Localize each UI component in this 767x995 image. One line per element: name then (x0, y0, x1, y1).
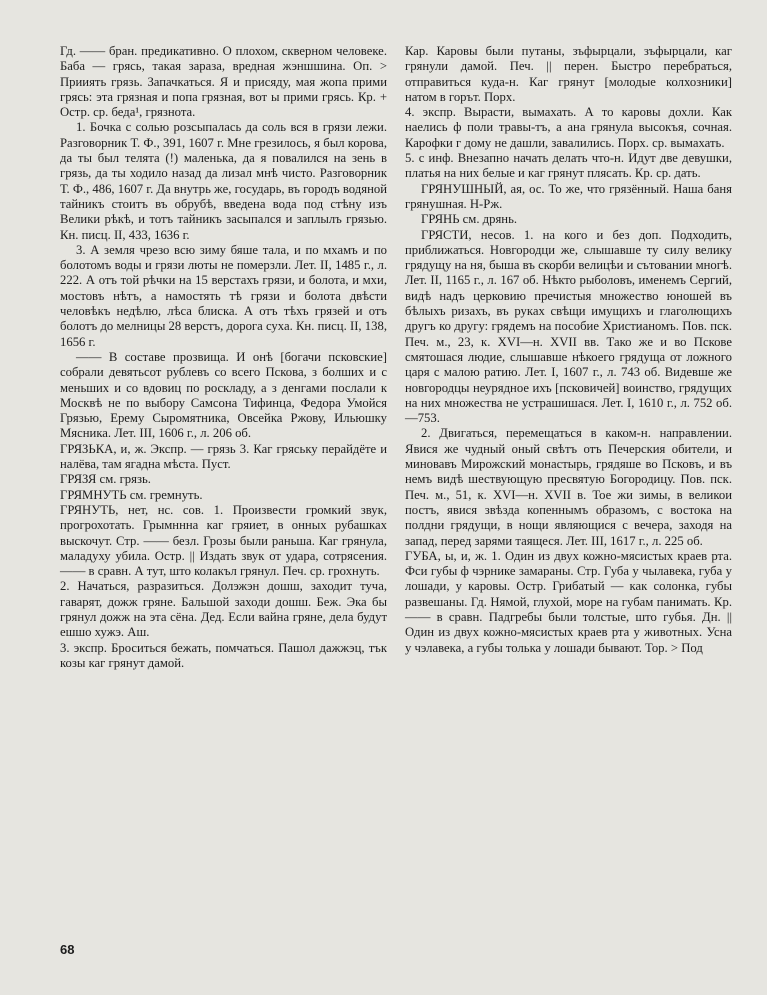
entry-paragraph: 5. с инф. Внезапно начать делать что-н. Идут две девушки, платья на них белые и каг грянут плясать. Кр. ср. дать. (405, 151, 732, 181)
right-column (405, 44, 732, 656)
entry-paragraph: 2. Начаться, разразиться. Долэжэн дошш, заходит туча, гаварят, дожж гряне. Бальшой заходи дошш. Беж. Эка бы грянул дожж на эта сёна. Дед. Если вайна гряне, дела будут ешшо хужэ. Аш. (60, 579, 387, 640)
entry-paragraph: 4. экспр. Вырасти, вымахать. А то каровы дохли. Как наелись ф поли травы-тъ, а ана грянула высокъя, сочная. Карофки г дому не дашли, завалились. Порх. ср. вымахать. (405, 105, 732, 150)
page-number: 68 (60, 942, 75, 957)
entry-paragraph: ГРЯНЬ см. дрянь. (421, 212, 518, 227)
entry-paragraph: —— В составе прозвища. И онѣ [богачи псковские] собрали девятьсот рублевъ со всего Пскова, з болших и с меньших и со вдовиц по роскладу, а з денгами послали к Москвѣ не по выбору Самсона Тифинца, Федора Умойся Грязью, Ерему Сыромятника, Овсейка Ржову, Ильюшку Мясника. Лет. III, 1606 г., л. 206 об. (60, 349, 387, 441)
entry-paragraph: 3. экспр. Броситься бежать, помчаться. Пашол дажжэц, тък козы каг грянут дамой. (60, 640, 387, 670)
entry-paragraph: ГРЯМНУТЬ см. гремнуть. (60, 487, 203, 502)
left-column (60, 44, 387, 671)
entry-paragraph: ГУБА, ы, и, ж. 1. Один из двух кожно-мясистых краев рта. Фси губы ф чэрнике замараны. Стр. Губа у чылавека, губа у лошади, у каровы. Остр. Грибатый — как солонка, губы развешаны. Гд. Нямой, глухой, море на губам панимать. Кр. —— в сравн. Падгребы были толстые, што губья. Дн. || Один из двух кожно-мясистых краев рта у животных. Усна у чэлавека, а губы толька у лошади бывают. Тор. > Под (405, 548, 732, 655)
entry-paragraph: 2. Двигаться, перемещаться в каком-н. направлении. Явися же чудный оный свѣтъ отъ Печерския обители, и миновавъ Мирожский монастырь, грядяше во Псковъ, и въ немъ видѣ шествующую пресвятую Богородицу. Пов. пск. Печ. м., 51, к. XVI—н. XVII в. Тое жи зимы, в великои постъ, явися звѣзда копеннымъ образомъ, с востока на полдни грядущи, в нощи являющися с вечера, заходя на запад, перед зарями таящеся. Лет. III, 1617 г., л. 225 об. (405, 426, 732, 548)
entry-paragraph: Гд. —— бран. предикативно. О плохом, скверном человеке. Баба — грясь, такая зараза, вредная жэншшина. Оп. > Прииять грязь. Запачкаться. Я и присяду, мая жопа прими грясь: эта грязная и попа грязная, вот ы прими грясь. Кр. + Остр. ср. беда¹, грязнота. (60, 44, 387, 120)
entry-paragraph: ГРЯНУТЬ, нет, нс. сов. 1. Произвести громкий звук, прогрохотать. Грымннна каг гряиет, в онных рубашках выскочут. Стр. —— безл. Грозы были раньша. Каг грянула, маладуху убила. Остр. || Издать звук от удара, сотрясения. —— в сравн. А тут, што колакъл грянул. Печ. ср. грохнуть. (60, 502, 387, 579)
entry-paragraph: ГРЯСТИ, несов. 1. на кого и без доп. Подходить, приближаться. Новгородци же, слышавше ту силу велику грядущу на ня, быша въ скорби велицѣи и сътовании многѣ. Лет. II, 1165 г., л. 167 об. Нѣкто рыболовъ, именемъ Сергий, видѣ надъ церковию пречистыя множество юношей въ бѣлыхъ ризахъ, въ руках свѣщи имущихъ и глаголющихъ другъ ко другу: грядемъ на пособие Христианомъ. Пов. пск. Печ. м., 23, к. XVI—н. XVII вв. Тако же и во Пскове смятошася людие, слышавше нѣкоего грядуща от ложного царя с малою ратию. Лет. I, 1607 г., л. 743 об. Видевше же новгородцы неурядное ихъ [псковичей] воинство, грядущих на них множества не устрашишася. Лет. I, 1610 г., л. 752 об.—753. (405, 227, 732, 426)
entry-paragraph: ГРЯЗЯ см. грязь. (60, 472, 151, 487)
entry-paragraph: 3. А земля чрезо всю зиму бяше тала, и по мхамъ и по болотомъ воды и грязи люты не померзли. Лет. II, 1485 г., л. 222. А отъ той рѣчки на 15 верстахъ грязи, и болота, и мхи, мостовъ нѣтъ, а намостять тѣ грязи и болота двѣсти человѣкъ недѣлю, лѣса блиска. А отъ тѣхъ грязей и отъ болотъ до мелницы 28 верстъ, дорога суха. Кн. писц. II, 138, 1656 г. (60, 242, 387, 349)
entry-paragraph: ГРЯЗЬКА, и, ж. Экспр. — грязь 3. Каг гряську перайдёте и налёва, там ягадна мѣста. Пуст. (60, 441, 387, 472)
entry-paragraph: Кар. Каровы были путаны, зъфырцали, зъфырцали, каг грянули дамой. Печ. || перен. Быстро перебраться, отправиться куда-н. Каг грянут [молодые колхозники] натом в горът. Порх. (405, 44, 732, 104)
entry-paragraph: 1. Бочка с солью розсыпалась да соль вся в грязи лежи. Разговорник Т. Ф., 391, 1607 г. Мне грезилось, я был корова, да ты был телята (!) маленька, да я повалился на зень в грязь, да ты ходило назад да лизал мнѣ чисто. Разговорник Т. Ф., 486, 1607 г. Да внутрь же, государь, въ городъ водяной тайникъ стоитъ въ обрубѣ, введена вода под стѣну изъ Велики рѣкѣ, и тотъ тайникъ засыпался и заплылъ грязью. Кн. писц. II, 433, 1636 г. (60, 120, 387, 242)
entry-paragraph: ГРЯНУШНЫЙ, ая, ос. То же, что грязённый. Наша баня грянушная. Н-Рж. (405, 181, 732, 211)
